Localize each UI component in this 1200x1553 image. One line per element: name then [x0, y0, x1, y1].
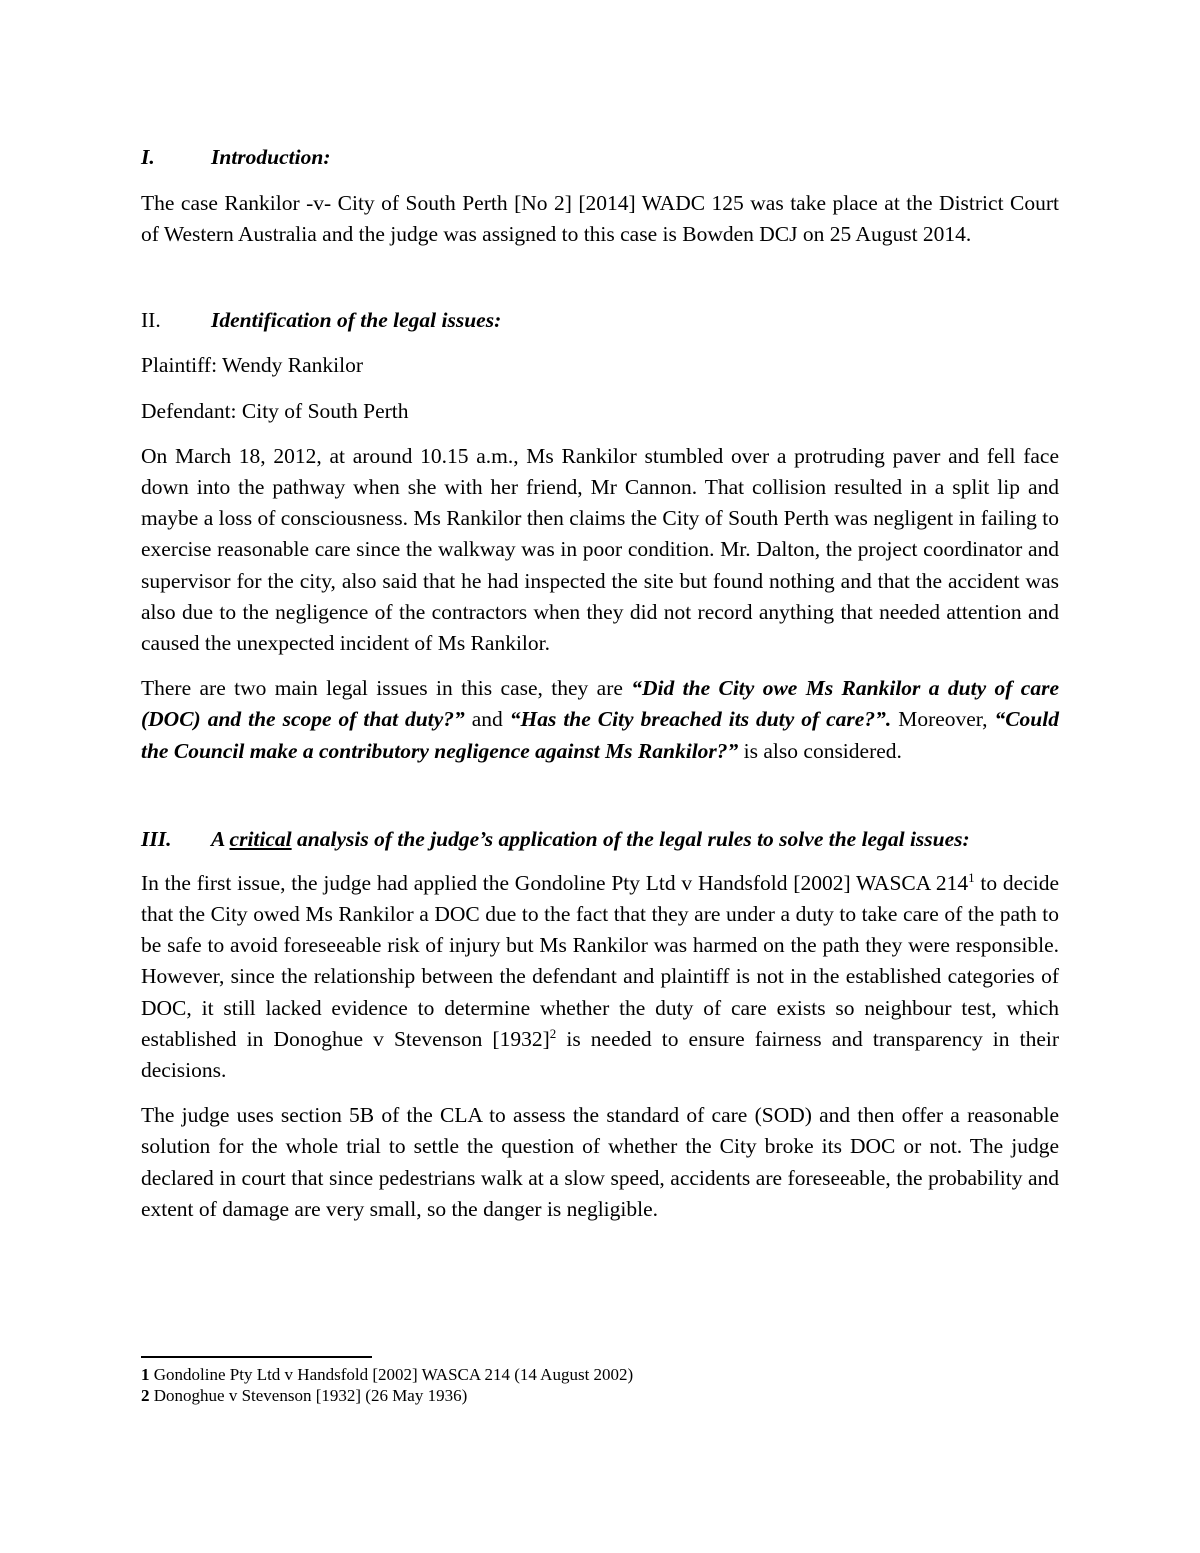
- issue-question-2: “Has the City breached its duty of care?”.: [509, 707, 892, 732]
- text-run: analysis of the judge’s application of the legal rules to solve the legal issues:: [291, 826, 970, 851]
- footnote-number: 1: [141, 1365, 150, 1384]
- text-run: A: [211, 826, 230, 851]
- plaintiff-line: Plaintiff: Wendy Rankilor: [141, 353, 364, 378]
- text-run: There are two main legal issues in this case, they are: [141, 676, 632, 701]
- facts-paragraph: On March 18, 2012, at around 10.15 a.m., Ms Rankilor stumbled over a protruding paver and fell face down into the pathway when she with her friend, Mr Cannon. That collision resulted in a split lip and maybe a loss of consciousness. Ms Rankilor then claims the City of South Perth was negligent in failing to exercise reasonable care since the walkway was in poor condition. Mr. Dalton, the project coordinator and supervisor for the city, also said that he had inspected the site but found nothing and that the accident was also due to the negligence of the contractors when they did not record anything that needed attention and caused the unexpected incident of Ms Rankilor.: [141, 443, 1059, 656]
- text-run: is also considered.: [738, 738, 902, 763]
- footnote-number: 2: [141, 1386, 150, 1405]
- section-number: I.: [141, 145, 155, 169]
- footnote-ref-1[interactable]: 1: [968, 869, 975, 885]
- section-heading-introduction: [141, 142, 1059, 172]
- section-heading-legal-issues: [141, 305, 1059, 335]
- footnote-separator: [141, 1356, 372, 1358]
- text-run: Moreover,: [891, 707, 995, 732]
- underlined-word: critical: [229, 826, 292, 851]
- section-title: Introduction:: [211, 145, 331, 169]
- issue-question-1: “Did the City owe Ms Rankilor a duty of care (DOC) and the scope of that duty?”: [141, 676, 1059, 732]
- footnote-2: [141, 1385, 1041, 1406]
- analysis-paragraph-2: The judge uses section 5B of the CLA to assess the standard of care (SOD) and then offer a reasonable solution for the whole trial to settle the question of whether the City broke its DOC or not. The judge declared in court that since pedestrians walk at a slow speed, accidents are foreseeable, the probability and extent of damage are very small, so the danger is negligible.: [141, 1103, 1059, 1221]
- footnote-text: Gondoline Pty Ltd v Handsfold [2002] WASCA 214 (14 August 2002): [149, 1365, 634, 1384]
- defendant-line: Defendant: City of South Perth: [141, 398, 409, 423]
- section-title: [211, 824, 970, 854]
- analysis-paragraph-1: [141, 868, 1059, 1086]
- intro-paragraph: The case Rankilor -v- City of South Perth [No 2] [2014] WADC 125 was take place at the District Court of Western Australia and the judge was assigned to this case is Bowden DCJ on 25 August 2014.: [141, 191, 1059, 247]
- section-number: II.: [141, 308, 161, 333]
- section-number: III.: [141, 826, 172, 851]
- issue-question-3: “Could the Council make a contributory negligence against Ms Rankilor?”: [141, 707, 1059, 763]
- document-body: [141, 142, 1059, 1225]
- footnotes: [141, 1364, 1041, 1406]
- text-run: In the first issue, the judge had applied the Gondoline Pty Ltd v Handsfold [2002] WASCA 214: [141, 870, 969, 895]
- text-run: is needed to ensure fairness and transparency in their decisions.: [141, 1026, 1059, 1083]
- footnote-text: Donoghue v Stevenson [1932] (26 May 1936): [149, 1386, 468, 1405]
- footnote-ref-2[interactable]: 2: [549, 1025, 557, 1041]
- section-title: Identification of the legal issues:: [211, 308, 502, 333]
- text-run: and: [464, 707, 510, 732]
- text-run: to decide that the City owed Ms Rankilor a DOC due to the fact that they are under a duty to take care of the path to be safe to avoid foreseeable risk of injury but Ms Rankilor was harmed on the path they were responsible. However, since the relationship between the defendant and plaintiff is not in the established categories of DOC, it still lacked evidence to determine whether the duty of care exists so neighbour test, which established in Donoghue v Stevenson [1932]: [141, 870, 1060, 1051]
- main-issues-paragraph: [141, 673, 1059, 767]
- section-heading-critical-analysis: [141, 824, 1059, 854]
- footnote-1: [141, 1364, 1041, 1385]
